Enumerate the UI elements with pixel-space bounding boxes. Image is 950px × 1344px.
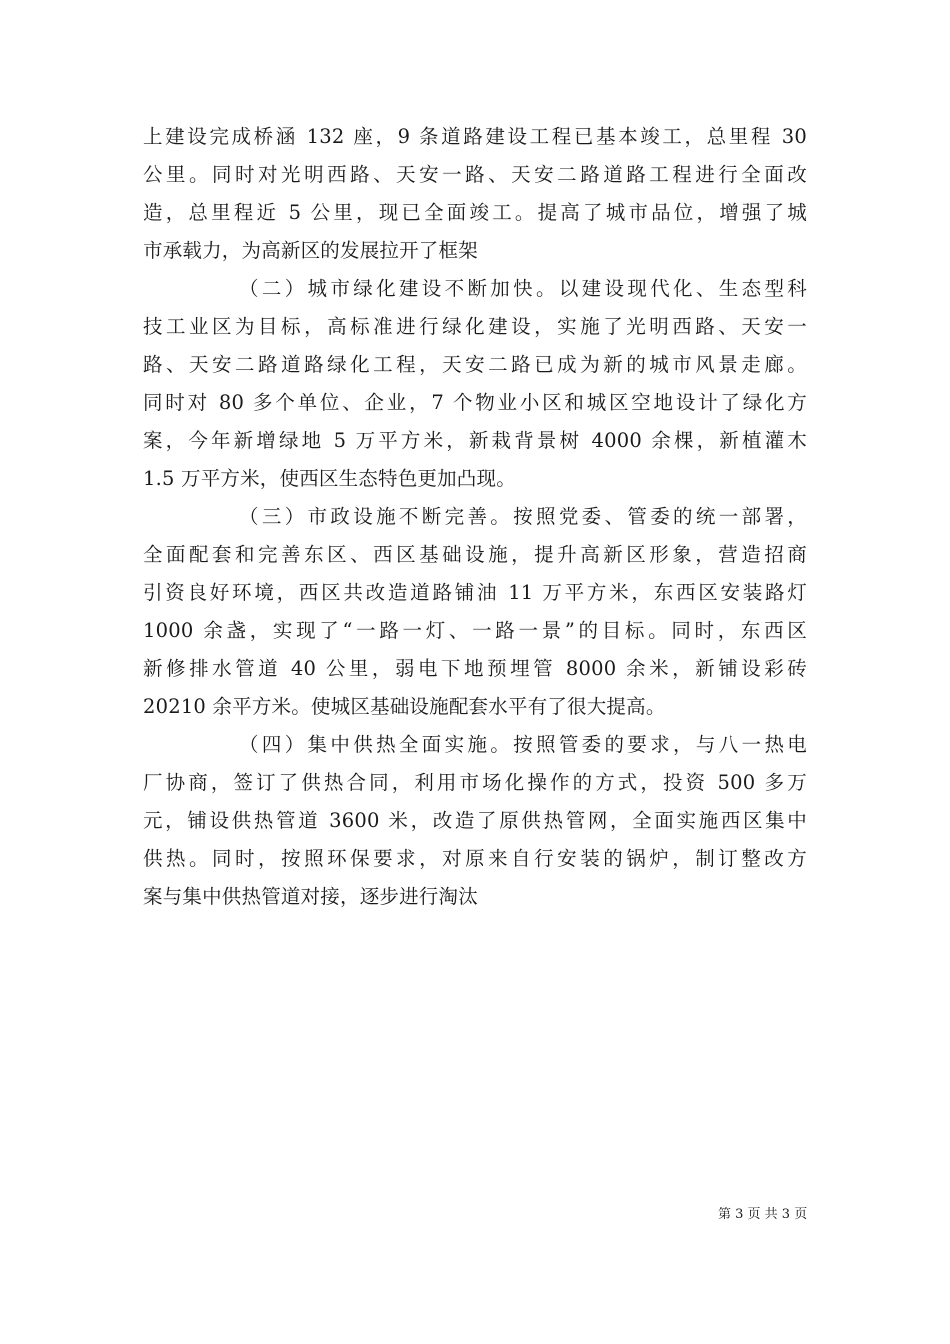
text-line: 1000 余盏，实现了“一路一灯、一路一景”的目标。同时，东西区 [143, 619, 807, 642]
text-line: （三）市政设施不断完善。按照党委、管委的统一部署， [239, 505, 807, 528]
text-line: 全面配套和完善东区、西区基础设施，提升高新区形象，营造招商 [143, 543, 807, 566]
text-line: 1.5 万平方米，使西区生态特色更加凸现。 [143, 467, 516, 490]
paragraph-3 [143, 498, 807, 726]
text-line: 造，总里程近 5 公里，现已全面竣工。提高了城市品位，增强了城 [143, 201, 807, 224]
text-line: 案与集中供热管道对接，逐步进行淘汰 [143, 885, 478, 908]
text-line: 20210 余平方米。使城区基础设施配套水平有了很大提高。 [143, 695, 666, 718]
paragraph-1 [143, 118, 807, 270]
paragraph-2 [143, 270, 807, 498]
text-line: 市承载力，为高新区的发展拉开了框架 [143, 239, 478, 262]
text-line: 案，今年新增绿地 5 万平方米，新栽背景树 4000 余棵，新植灌木 [143, 429, 807, 452]
text-line: 同时对 80 多个单位、企业，7 个物业小区和城区空地设计了绿化方 [143, 391, 807, 414]
text-line: 公里。同时对光明西路、天安一路、天安二路道路工程进行全面改 [143, 163, 807, 186]
text-line: 厂协商，签订了供热合同，利用市场化操作的方式，投资 500 多万 [143, 771, 807, 794]
text-line: 上建设完成桥涵 132 座，9 条道路建设工程已基本竣工，总里程 30 [143, 125, 807, 148]
page-number-footer: 第 3 页 共 3 页 [718, 1207, 808, 1222]
paragraph-4 [143, 726, 807, 916]
text-line: 供热。同时，按照环保要求，对原来自行安装的锅炉，制订整改方 [143, 847, 807, 870]
document-body [143, 118, 807, 916]
text-line: （二）城市绿化建设不断加快。以建设现代化、生态型科 [239, 277, 807, 300]
text-line: 技工业区为目标，高标准进行绿化建设，实施了光明西路、天安一 [143, 315, 807, 338]
text-line: （四）集中供热全面实施。按照管委的要求，与八一热电 [239, 733, 807, 756]
text-line: 新修排水管道 40 公里，弱电下地预埋管 8000 余米，新铺设彩砖 [143, 657, 807, 680]
text-line: 引资良好环境，西区共改造道路铺油 11 万平方米，东西区安装路灯 [143, 581, 807, 604]
text-line: 元，铺设供热管道 3600 米，改造了原供热管网，全面实施西区集中 [143, 809, 807, 832]
text-line: 路、天安二路道路绿化工程，天安二路已成为新的城市风景走廊。 [143, 353, 807, 376]
